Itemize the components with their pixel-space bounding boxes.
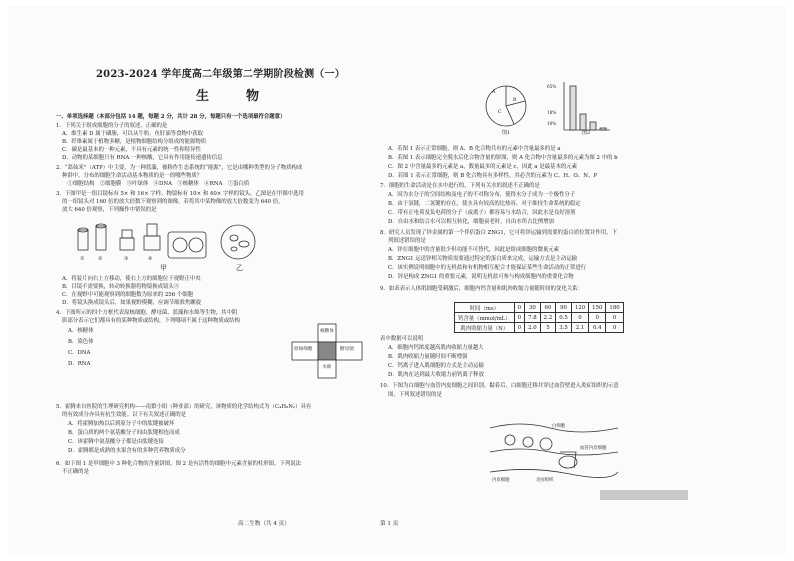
table-cell: 180	[606, 303, 623, 313]
exam-title: 2023-2024 学年度高二年级第二学期阶段检测（一）	[96, 69, 345, 80]
bar-ylabel: 10%	[547, 121, 557, 126]
option-line: A．锌在细胞中的含量很少但功能不可替代，因此是组成细胞的微量元素	[388, 247, 560, 253]
footer-page-count: 高二生物（共 4 页）	[238, 521, 290, 527]
question-line: 10．下图为白细胞与血管内皮细胞之间识别、黏着后，白细胞迁移并穿过血管壁进入炎症组织的示意	[380, 383, 619, 389]
option-line: D．霍腾都是成熟的水果含有的多种营养物质成分	[68, 448, 186, 454]
svg-text:②: ②	[98, 256, 103, 262]
option-line: D．锌是构成 ZNG1 的重要元素，说明无机盐可参与构成细胞内的重要化合物	[388, 274, 574, 280]
option-line: A．维生素 D 属于磷脂，可以从牛奶、鱼肝油等食物中获取	[62, 131, 204, 137]
table-cell: 0	[514, 323, 524, 333]
figure-1-label: 图1	[502, 130, 511, 136]
table-cell: 0	[514, 303, 524, 313]
question-line: 7．细胞的生命活动是在水中进行的，下列有关水的叙述不正确的是	[380, 183, 540, 189]
table-row	[455, 313, 624, 323]
question-line: 4．下图所示的四个方框代表原核细胞、酵母菌、蓝藻和水绵等生物，其中阴	[56, 310, 238, 316]
table-cell: 30	[525, 303, 541, 313]
option-line: D．自由水和结合水可以相互转化，细胞衰老时，自由水所占比例增加	[388, 219, 555, 225]
option-line: C．DNA	[68, 350, 91, 356]
table-row	[455, 323, 624, 333]
table-cell: 0	[571, 313, 588, 323]
question-line: 6．如下图 1 是甲细胞中 3 种化合物的含量饼图，图 2 是有活性的细胞中元素含量的柱形图，下列说法	[56, 461, 302, 467]
option-line: D．RNA	[68, 361, 91, 367]
table-cell: 0	[514, 313, 524, 323]
option-line: C．该实例说明细胞中的无机盐和有机物相互配合才能保证某些生命活动的正常进行	[388, 265, 587, 271]
table-cell: 90	[556, 303, 572, 313]
calcium-table	[454, 302, 624, 333]
option-line: B．染色体	[68, 339, 94, 345]
cross-label-bottom: 水绵	[322, 365, 332, 370]
question-line: 8．研究人员发现了锌金属的第一个伴侣蛋白 ZNG1，它可将锌运输到需要的蛋白质位置并作用，下	[380, 230, 617, 236]
option-line: A．将霍腾加热以后到原分子中的肽键被破坏	[68, 421, 175, 427]
bar-ylabel: 18%	[547, 110, 557, 115]
question-line: 不正确的是	[62, 469, 89, 475]
question-line: 2．“葛仙米”（ATP）中主要，为一种蓝藻，被称作生态系统的“能源”，它是由哪种类型的分子物质构成	[56, 165, 303, 171]
question-line: 的有效成分亦具有抗生效能。以下有关叙述正确的是	[62, 412, 186, 418]
table-cell: 120	[571, 303, 588, 313]
question-line: 影部分表示它们都具有的某种物质或结构，下列哪项不属于这种物质或结构	[62, 318, 240, 324]
figure-label: 白细胞	[552, 424, 566, 429]
exam-sheet	[8, 6, 786, 555]
pie-label-b: B	[513, 98, 517, 103]
question-line: 9．如表表示人体肌细胞受刺激后，细胞内钙含量和肌肉收缩力量随时间的变化关系：	[380, 286, 583, 292]
question-line: 的一组镜头对 160 倍的放大倍数下观察到的图像。若将其中某物像的放大倍数变为 640 倍，	[62, 199, 284, 205]
svg-text:④: ④	[148, 256, 153, 262]
table-row	[455, 303, 624, 313]
cross-label-left: 原核细胞	[294, 347, 313, 352]
option-line: B．若图 1 表示细胞完全脱水后化合物含量的饼图，则 A 化合物中含量最多的元素为图 2 中的 b	[388, 155, 618, 161]
subject-title: 生 物	[196, 89, 272, 104]
table-cell: 0.4	[589, 323, 606, 333]
option-line: C．带有正电荷及负电荷的分子（或离子）都容易与水结合，因此水是良好溶剂	[388, 210, 576, 216]
option-line: A．因为水分子的空间结构及电子的不对称分布，使得水分子成为一个极性分子	[388, 192, 576, 198]
option-line: A．将装片向右上方移动，使右上方的细胞位于视野正中央	[62, 276, 201, 282]
option-line: B．纤维素属于植物多糖，是植物细胞结构分组成的能源物质	[62, 139, 207, 145]
table-cell: 时间（ms）	[455, 303, 515, 313]
option-line: B．蛋白质的两个氨基酸分子间由肽键相连而成	[68, 430, 180, 436]
redaction-bar	[600, 490, 688, 500]
option-line: C．在视野中可能观察到的细胞数为原来的 256 个细胞	[62, 292, 194, 298]
cross-label-top: 核糖体	[320, 329, 334, 334]
figure-label: 炎症组织	[536, 478, 554, 483]
question-line: 图，下列叙述错误的是	[388, 392, 442, 398]
question-line: 列叙述错误的是	[388, 238, 426, 244]
option-line: C．图 2 中含量最多的元素是 a，数量最多的元素是 c，因此 a 是最基本的元素	[388, 164, 578, 170]
option-line: B．肌肉收缩力量随时间不断增强	[388, 354, 468, 360]
question-line: 种群中，分布的细胞生命活动基本物质的是一的哪些物质？	[62, 173, 203, 179]
figure-2-label: 图2	[582, 130, 591, 136]
option-line: A．若图 1 表示正常细胞，则 A、B 化合物共有的元素中含量最多的是 a	[388, 146, 561, 152]
question-line: 放大 640 倍观察，下列操作中错误的是	[62, 207, 157, 213]
pie-label-c: C	[498, 110, 502, 115]
option-line: B．ZNG1 运送锌相关物质需要通过特定的蛋白质来完成，运输方式是主动运输	[388, 256, 577, 262]
table-cell: 2.0	[525, 323, 541, 333]
option-line: A．核糖体	[68, 328, 94, 334]
option-line: ①细胞结构 ②细胞膜 ③叶绿体 ④DNA ⑤核糖体 ⑥RNA ⑦蛋白质	[62, 181, 250, 187]
option-line: C．该霍腾中氨基酸分子都是由肽键连接	[68, 439, 164, 445]
svg-text:①: ①	[80, 256, 85, 262]
table-cell: 60	[540, 303, 556, 313]
table-cell: 2.2	[540, 313, 556, 323]
table-cell: 150	[589, 303, 606, 313]
cross-label-right: 酵母菌	[340, 347, 354, 352]
question-line: 表中数据可以说明	[380, 336, 424, 342]
option-line: D．动物的某细胞只有 RNA 一种核酸，它具有作用能传递遗传信息	[62, 155, 223, 161]
figure-label-jia: 甲	[160, 264, 167, 272]
option-line: D．若图 1 表示正常细胞，则 B 化合物具有多样性，其必含的元素为 C、H、O、N、P	[388, 173, 597, 179]
bar-ylabel: 65%	[547, 84, 557, 89]
section-heading: 一、单项选择题（本部分包括 14 题，每题 2 分，共计 28 分，每题只有一个选项最符合题意）	[56, 114, 286, 120]
svg-text:③: ③	[124, 256, 129, 262]
table-cell: 0.5	[556, 313, 572, 323]
table-cell: 3.5	[556, 323, 572, 333]
table-cell: 0	[606, 323, 623, 333]
option-line: D．将镜头换成镜头后，如果视野模糊，应调节细准焦螺旋	[62, 300, 202, 306]
table-cell: 0	[606, 313, 623, 323]
figure-label: 内皮细胞	[492, 478, 510, 483]
table-cell: 5	[540, 323, 556, 333]
option-line: C．碳是最基本的一种元素，不具有元素的统一性和特异性	[62, 147, 201, 153]
table-cell: 0	[589, 313, 606, 323]
table-cell: 7.8	[525, 313, 541, 323]
option-line: A．细胞内钙浓度越高肌肉收缩力量越大	[388, 345, 484, 351]
figure-label: 血管内皮细胞	[580, 446, 607, 451]
option-line: C．钙离子进入肌细胞的方式是主动运输	[388, 363, 484, 369]
question-line: 1．下列关于组成细胞的分子的叙述，正确的是	[56, 123, 168, 129]
table-cell: 2.1	[571, 323, 588, 333]
pie-label-a: A	[492, 90, 496, 95]
table-cell: 肌肉收缩力量（N）	[455, 323, 515, 333]
option-line: B．目镜不需要换，转动转换器将物镜换成镜头③	[62, 284, 180, 290]
footer-page-number: 第 1 页	[380, 521, 399, 527]
microscope-lens-figure	[78, 216, 318, 282]
question-line: 5．霍腾来自医院的生理研究机构——南繁小组（种业部）的研究，该物质的化学结构式为（C₄H₈N₂）具有	[56, 404, 312, 410]
table-cell: 钙含量（mmol/mL）	[455, 313, 515, 323]
question-line: 3．下图甲是一组目镜标有 5× 和 16× 字样、物镜标有 10× 和 40× 字样的镜头，乙图是在甲图中选用	[56, 191, 304, 197]
figure-label-yi: 乙	[236, 264, 243, 272]
option-line: B．由于氢键，二氢键的存在，使水具有较高的比热容，对于维持生命系统的稳定	[388, 201, 581, 207]
option-line: D．肌肉在达到最大收缩力前钙离子释放	[388, 372, 484, 378]
